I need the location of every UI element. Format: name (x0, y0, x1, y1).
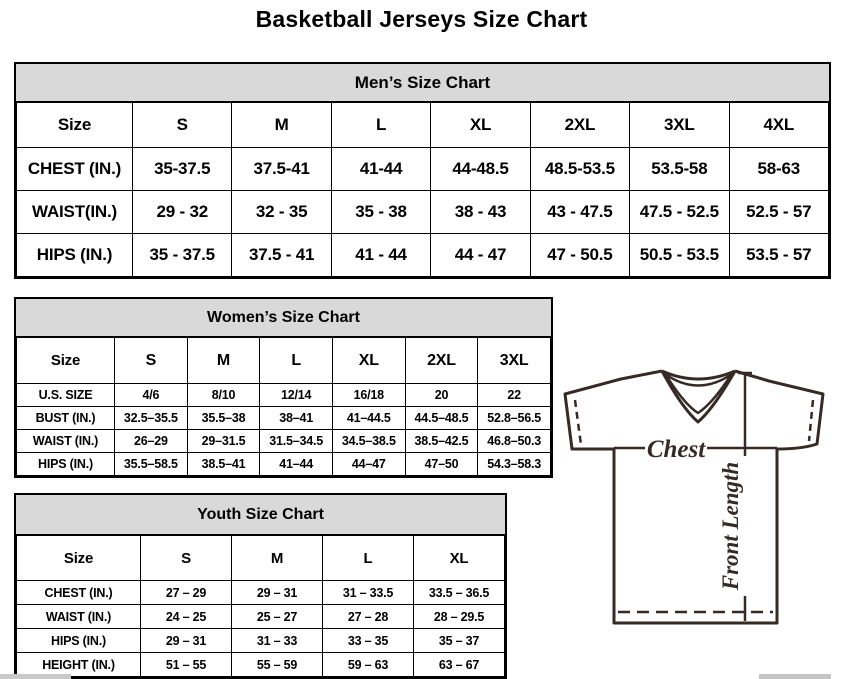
cell-value: 29 – 31 (141, 629, 232, 653)
cell-value: 47 - 50.5 (530, 234, 629, 277)
womens-size-chart (14, 297, 553, 478)
cell-value: 35 – 37 (414, 629, 505, 653)
youth-size-table (16, 535, 505, 677)
cell-value: 44–47 (332, 453, 405, 476)
table-row (17, 430, 551, 453)
table-row (17, 653, 505, 677)
column-header: 3XL (478, 338, 551, 384)
cell-value: 35-37.5 (133, 148, 232, 191)
cell-value: 31 – 33.5 (323, 581, 414, 605)
cell-value: 41–44 (260, 453, 333, 476)
table-row (17, 453, 551, 476)
cell-value: 37.5 - 41 (232, 234, 331, 277)
cell-value: 24 – 25 (141, 605, 232, 629)
column-header: M (232, 536, 323, 581)
row-label: HIPS (IN.) (17, 234, 133, 277)
chest-label: Chest (646, 436, 706, 463)
mens-size-chart-title: Men’s Size Chart (16, 64, 829, 102)
cell-value: 54.3–58.3 (478, 453, 551, 476)
table-row (17, 234, 829, 277)
column-header: Size (17, 536, 141, 581)
column-header: L (323, 536, 414, 581)
cell-value: 41-44 (331, 148, 430, 191)
row-label: U.S. SIZE (17, 384, 115, 407)
cell-value: 4/6 (115, 384, 188, 407)
table-row (17, 629, 505, 653)
table-row (17, 605, 505, 629)
front-length-label: Front Length (718, 461, 743, 591)
column-header: S (133, 103, 232, 148)
column-header: S (141, 536, 232, 581)
row-label: HEIGHT (IN.) (17, 653, 141, 677)
cell-value: 38.5–41 (187, 453, 260, 476)
column-header: L (331, 103, 430, 148)
cell-value: 38–41 (260, 407, 333, 430)
cell-value: 29 - 32 (133, 191, 232, 234)
cell-value: 35.5–58.5 (115, 453, 188, 476)
cell-value: 29 – 31 (232, 581, 323, 605)
cell-value: 52.5 - 57 (729, 191, 828, 234)
table-row (17, 148, 829, 191)
row-label: HIPS (IN.) (17, 453, 115, 476)
cell-value: 55 – 59 (232, 653, 323, 677)
row-label: BUST (IN.) (17, 407, 115, 430)
page-title: Basketball Jerseys Size Chart (255, 6, 588, 32)
cell-value: 50.5 - 53.5 (630, 234, 729, 277)
cell-value: 32.5–35.5 (115, 407, 188, 430)
cell-value: 44 - 47 (431, 234, 530, 277)
cell-value: 51 – 55 (141, 653, 232, 677)
row-label: WAIST(IN.) (17, 191, 133, 234)
cell-value: 33 – 35 (323, 629, 414, 653)
cell-value: 35 - 37.5 (133, 234, 232, 277)
right-cuff-dashed-line (809, 400, 813, 441)
cell-value: 48.5-53.5 (530, 148, 629, 191)
cell-value: 53.5 - 57 (729, 234, 828, 277)
cell-value: 44-48.5 (431, 148, 530, 191)
cell-value: 46.8–50.3 (478, 430, 551, 453)
cell-value: 32 - 35 (232, 191, 331, 234)
mens-size-chart (14, 62, 831, 279)
column-header: M (187, 338, 260, 384)
column-header: Size (17, 338, 115, 384)
cell-value: 22 (478, 384, 551, 407)
jersey-measurement-diagram (555, 360, 843, 679)
cell-value: 44.5–48.5 (405, 407, 478, 430)
cell-value: 26–29 (115, 430, 188, 453)
table-row (17, 191, 829, 234)
cell-value: 37.5-41 (232, 148, 331, 191)
cell-value: 27 – 28 (323, 605, 414, 629)
column-header: 3XL (630, 103, 729, 148)
cell-value: 31 – 33 (232, 629, 323, 653)
youth-size-chart-title: Youth Size Chart (16, 495, 505, 535)
column-header: 4XL (729, 103, 828, 148)
cell-value: 35 - 38 (331, 191, 430, 234)
size-header-row (17, 536, 505, 581)
row-label: CHEST (IN.) (17, 581, 141, 605)
cell-value: 41 - 44 (331, 234, 430, 277)
column-header: 2XL (530, 103, 629, 148)
row-label: WAIST (IN.) (17, 430, 115, 453)
cell-value: 38 - 43 (431, 191, 530, 234)
table-row (17, 581, 505, 605)
youth-size-chart (14, 493, 507, 679)
column-header: XL (431, 103, 530, 148)
table-row (17, 384, 551, 407)
size-header-row (17, 338, 551, 384)
left-cuff-dashed-line (575, 400, 581, 445)
cell-value: 58-63 (729, 148, 828, 191)
horizontal-scrollbar-thumb-left[interactable] (0, 674, 71, 679)
table-row (17, 407, 551, 430)
cell-value: 28 – 29.5 (414, 605, 505, 629)
column-header: L (260, 338, 333, 384)
cell-value: 8/10 (187, 384, 260, 407)
column-header: S (115, 338, 188, 384)
cell-value: 16/18 (332, 384, 405, 407)
cell-value: 63 – 67 (414, 653, 505, 677)
cell-value: 29–31.5 (187, 430, 260, 453)
cell-value: 31.5–34.5 (260, 430, 333, 453)
cell-value: 33.5 – 36.5 (414, 581, 505, 605)
cell-value: 12/14 (260, 384, 333, 407)
womens-size-chart-title: Women’s Size Chart (16, 299, 551, 337)
cell-value: 38.5–42.5 (405, 430, 478, 453)
column-header: Size (17, 103, 133, 148)
row-label: HIPS (IN.) (17, 629, 141, 653)
row-label: CHEST (IN.) (17, 148, 133, 191)
cell-value: 52.8–56.5 (478, 407, 551, 430)
horizontal-scrollbar-thumb-right[interactable] (759, 674, 831, 679)
cell-value: 47.5 - 52.5 (630, 191, 729, 234)
cell-value: 41–44.5 (332, 407, 405, 430)
womens-size-table (16, 337, 551, 476)
row-label: WAIST (IN.) (17, 605, 141, 629)
cell-value: 27 – 29 (141, 581, 232, 605)
cell-value: 43 - 47.5 (530, 191, 629, 234)
column-header: XL (414, 536, 505, 581)
cell-value: 59 – 63 (323, 653, 414, 677)
column-header: 2XL (405, 338, 478, 384)
cell-value: 53.5-58 (630, 148, 729, 191)
mens-size-table (16, 102, 829, 277)
size-header-row (17, 103, 829, 148)
column-header: XL (332, 338, 405, 384)
column-header: M (232, 103, 331, 148)
cell-value: 20 (405, 384, 478, 407)
cell-value: 34.5–38.5 (332, 430, 405, 453)
cell-value: 35.5–38 (187, 407, 260, 430)
cell-value: 47–50 (405, 453, 478, 476)
cell-value: 25 – 27 (232, 605, 323, 629)
